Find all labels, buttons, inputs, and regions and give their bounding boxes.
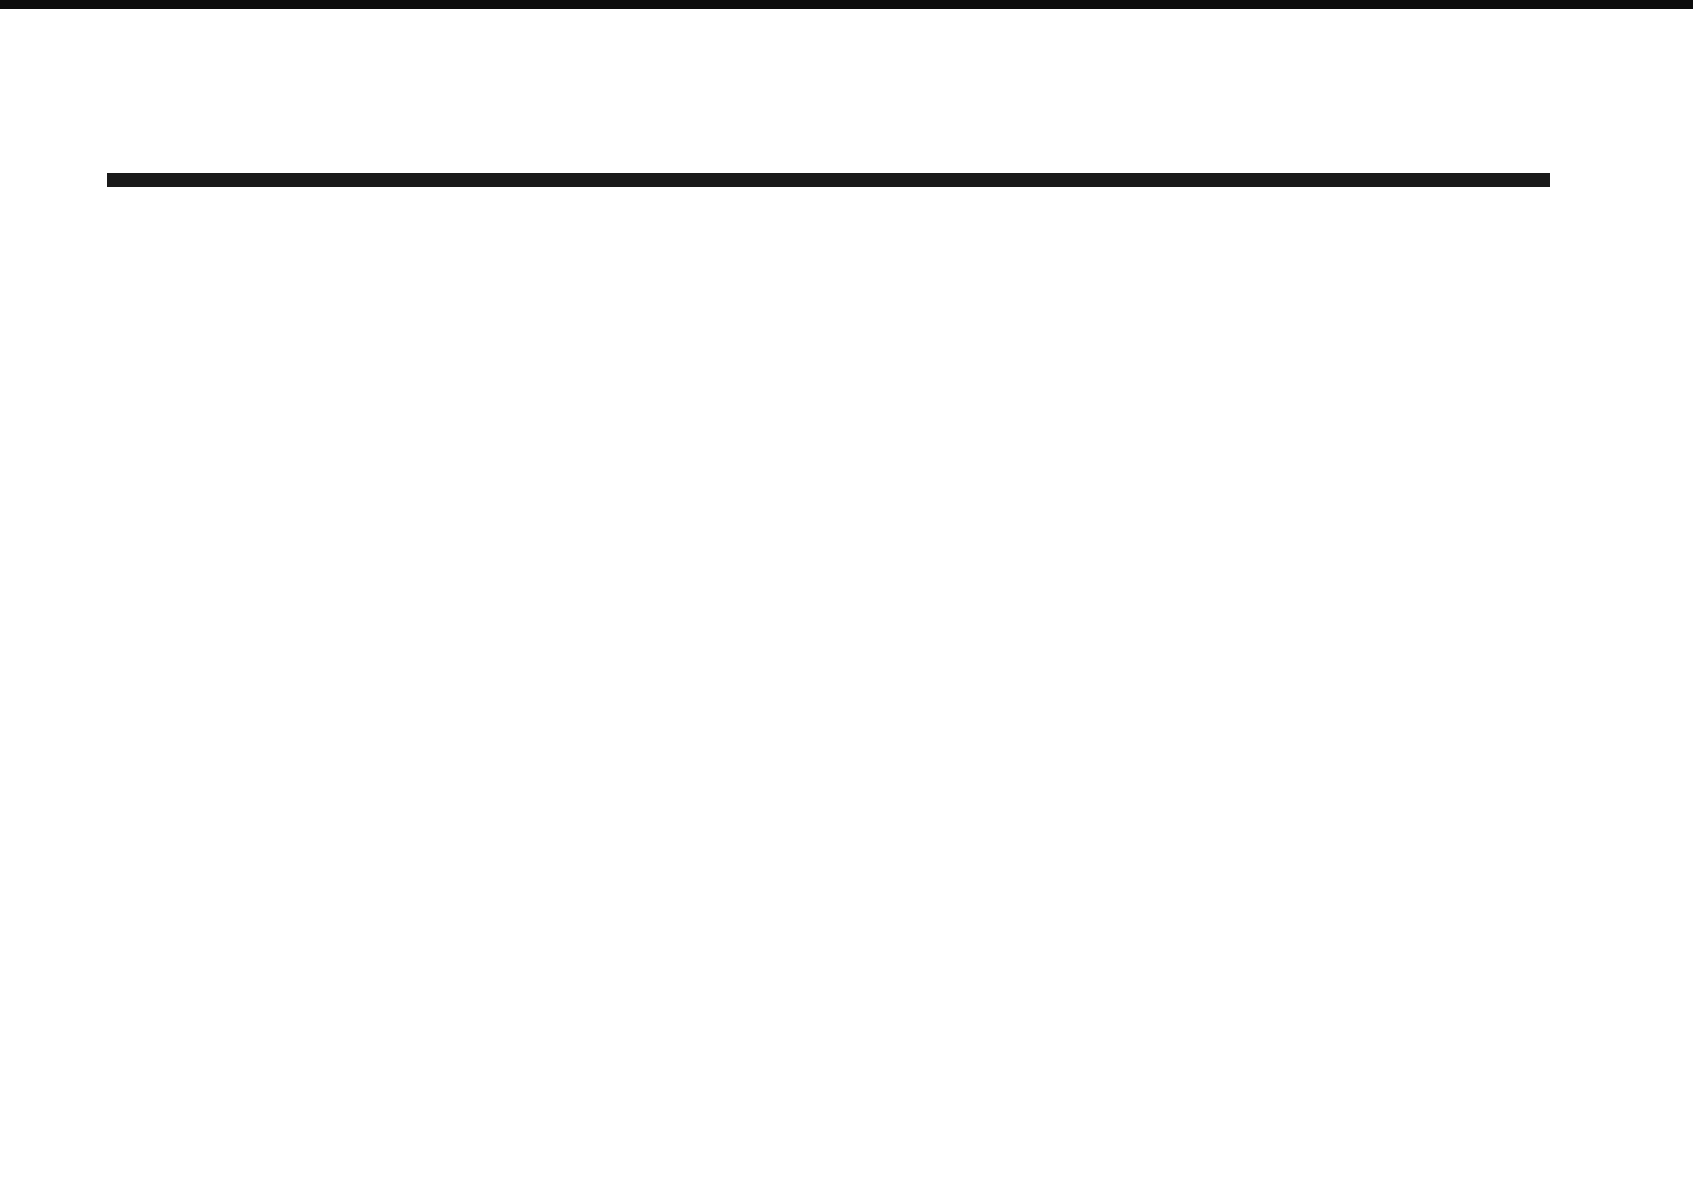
repair-work-cell xyxy=(574,186,1550,187)
scan-top-border xyxy=(0,0,1693,9)
row-number-cell xyxy=(108,186,174,187)
address-cell xyxy=(174,186,574,187)
table-row xyxy=(108,186,1550,187)
repair-registry-table xyxy=(107,173,1550,187)
